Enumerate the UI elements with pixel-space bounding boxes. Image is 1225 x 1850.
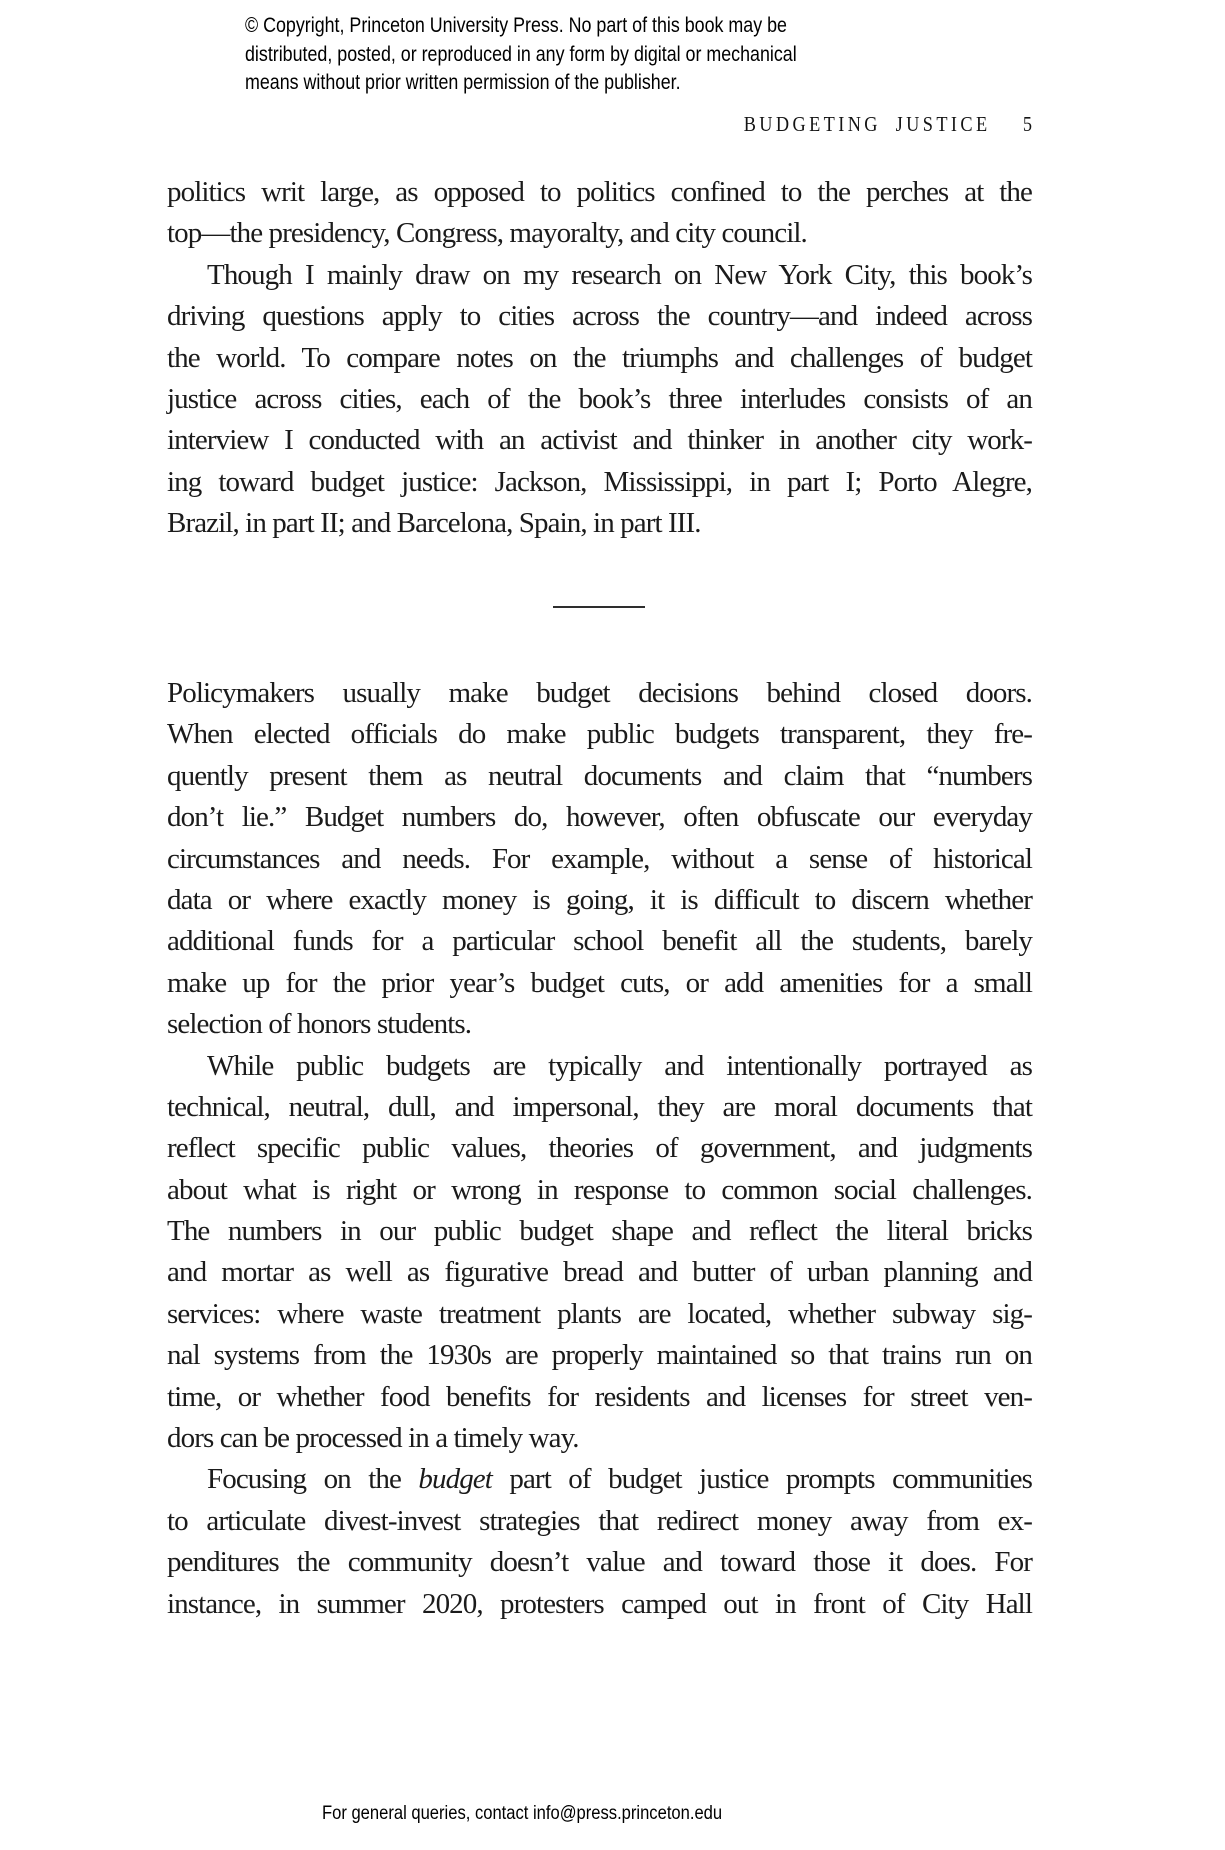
text-line: quently present them as neutral documents and claim that “numbers (167, 759, 1032, 792)
body-section-2 (167, 673, 1032, 1625)
text-line: services: where waste treatment plants are located, whether subway sig- (167, 1297, 1032, 1330)
text-line: data or where exactly money is going, it is difficult to discern whether (167, 883, 1032, 916)
text-line: to articulate divest-invest strategies that redirect money away from ex- (167, 1504, 1032, 1537)
text-line: make up for the prior year’s budget cuts, or add amenities for a small (167, 966, 1032, 999)
body-section-1 (167, 172, 1032, 545)
text-line: Focusing on the budget part of budget justice prompts communities (207, 1463, 1032, 1496)
text-line: and mortar as well as figurative bread and butter of urban planning and (167, 1256, 1032, 1289)
text-line: instance, in summer 2020, protesters camped out in front of City Hall (167, 1587, 1032, 1620)
text-line: reflect specific public values, theories of government, and judgments (167, 1132, 1032, 1165)
text-line: selection of honors students. (167, 1008, 472, 1041)
footer-query-note: For general queries, contact info@press.princeton.edu (322, 1802, 723, 1824)
text-line: Policymakers usually make budget decisions behind closed doors. (167, 677, 1032, 709)
section-break-divider (553, 606, 645, 608)
copyright-line: means without prior written permission of the publisher. (245, 71, 681, 94)
text-line: circumstances and needs. For example, without a sense of historical (167, 842, 1032, 875)
text-line: the world. To compare notes on the triumphs and challenges of budget (167, 341, 1032, 374)
text-line: ing toward budget justice: Jackson, Mississippi, in part I; Porto Alegre, (167, 465, 1032, 498)
text-line: driving questions apply to cities across the country—and indeed across (167, 300, 1032, 333)
text-line: politics writ large, as opposed to politics confined to the perches at the (167, 176, 1032, 208)
text-line: additional funds for a particular school benefit all the students, barely (167, 925, 1032, 958)
running-header-title: BUDGETING JUSTICE (743, 112, 991, 136)
text-line: When elected officials do make public budgets transparent, they fre- (167, 718, 1032, 751)
text-line: technical, neutral, dull, and impersonal, they are moral documents that (167, 1090, 1032, 1123)
text-line: time, or whether food benefits for residents and licenses for street ven- (167, 1380, 1032, 1413)
text-line: don’t lie.” Budget numbers do, however, often obfuscate our everyday (167, 801, 1032, 834)
text-line: justice across cities, each of the book’s three interludes consists of an (167, 382, 1032, 415)
copyright-notice (245, 12, 797, 98)
text-line: The numbers in our public budget shape and reflect the literal bricks (167, 1215, 1032, 1248)
text-line: about what is right or wrong in response to common social challenges. (167, 1173, 1032, 1206)
text-line: top—the presidency, Congress, mayoralty, and city council. (167, 217, 807, 250)
text-line: interview I conducted with an activist and thinker in another city work- (167, 424, 1032, 457)
copyright-line: distributed, posted, or reproduced in any form by digital or mechanical (245, 42, 797, 66)
text-line: Brazil, in part II; and Barcelona, Spain, in part III. (167, 507, 701, 540)
text-line: While public budgets are typically and intentionally portrayed as (207, 1049, 1032, 1082)
text-line: Though I mainly draw on my research on New York City, this book’s (207, 258, 1032, 291)
running-header (297, 112, 1032, 137)
copyright-line: © Copyright, Princeton University Press. No part of this book may be (245, 14, 787, 37)
text-line: nal systems from the 1930s are properly maintained so that trains run on (167, 1339, 1032, 1372)
text-line: penditures the community doesn’t value and toward those it does. For (167, 1546, 1032, 1579)
page-number: 5 (1022, 112, 1032, 136)
text-line: dors can be processed in a timely way. (167, 1422, 579, 1455)
